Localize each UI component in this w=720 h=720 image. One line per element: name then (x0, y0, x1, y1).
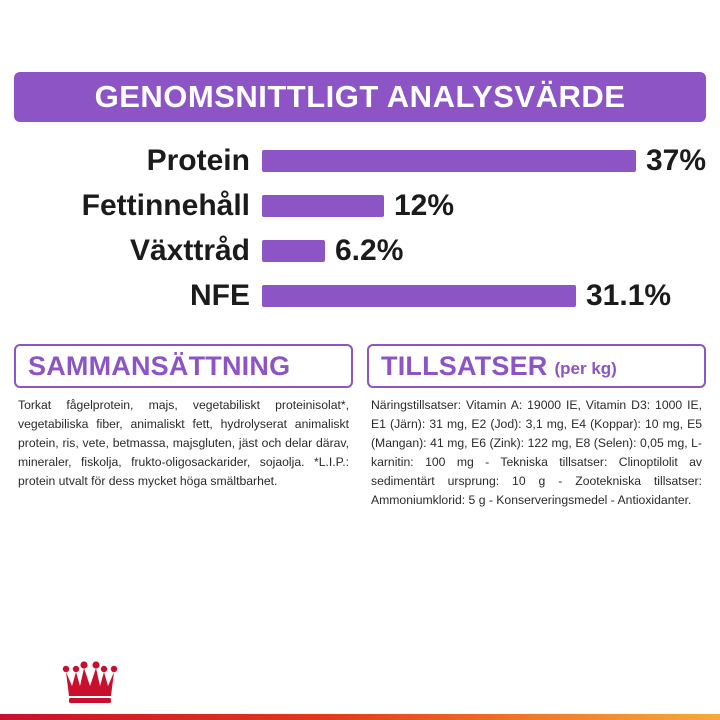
composition-title: SAMMANSÄTTNING (28, 350, 291, 381)
additives-title: TILLSATSER (381, 350, 548, 381)
bar-label: Protein (146, 143, 250, 177)
analysis-header-band (14, 72, 706, 122)
bar-track (262, 228, 706, 273)
additives-text: Näringstillsatser: Vitamin A: 19000 IE, Vitamin D3: 1000 IE, E1 (Järn): 31 mg, E2 (Jod): 3,1 mg, E4 (Koppar): 10 mg, E5 (Mangan): 41 mg, E6 (Zink): 122 mg, E8 (Selen): 0,05 mg, L-karnitin: 100 mg - Tekniska tillsatser: Clinoptilolit av sedimentärt ursprung: 10 g - Zootekniska tillsatser: Ammoniumklorid: 5 g - Konserveringsmedel - Antioxidanter. (371, 398, 702, 507)
bar-label: NFE (190, 278, 250, 312)
additives-subtitle: (per kg) (554, 359, 617, 378)
bar-track (262, 273, 706, 318)
additives-panel-header (367, 344, 706, 388)
bar-value: 37% (645, 143, 706, 177)
additives-panel (367, 344, 706, 509)
chart-row (14, 138, 706, 183)
bar-track (262, 138, 706, 183)
chart-row (14, 183, 706, 228)
composition-panel (14, 344, 353, 509)
page-title: GENOMSNITTLIGT ANALYSVÄRDE (94, 79, 626, 114)
chart-row (14, 228, 706, 273)
analysis-bar-chart (14, 138, 706, 318)
bar-fill (262, 195, 384, 217)
bar-fill (262, 285, 576, 307)
royal-crest-icon (62, 656, 118, 708)
bar-fill (262, 150, 636, 172)
bar-value: 12% (394, 188, 455, 222)
chart-row (14, 273, 706, 318)
composition-panel-header (14, 344, 353, 388)
composition-text: Torkat fågelprotein, majs, vegetabiliskt proteinisolat*, vegetabiliska fiber, animaliskt fett, hydrolyserat animaliskt protein, ris, vete, betmassa, majsgluten, jäst och delar därav, mineraler, fiskolja, frukto-oligosackarider, sojaolja. *L.I.P.: protein utvalt för dess mycket höga smältbarhet. (18, 398, 349, 488)
bar-label: Växttråd (129, 233, 250, 267)
brand-footer (0, 650, 720, 720)
info-panels (14, 344, 706, 509)
brand-gradient-rule (0, 714, 720, 720)
bar-fill (262, 240, 325, 262)
bar-value: 31.1% (586, 278, 672, 312)
bar-value: 6.2% (335, 233, 404, 267)
bar-label: Fettinnehåll (81, 188, 250, 222)
bar-track (262, 183, 706, 228)
